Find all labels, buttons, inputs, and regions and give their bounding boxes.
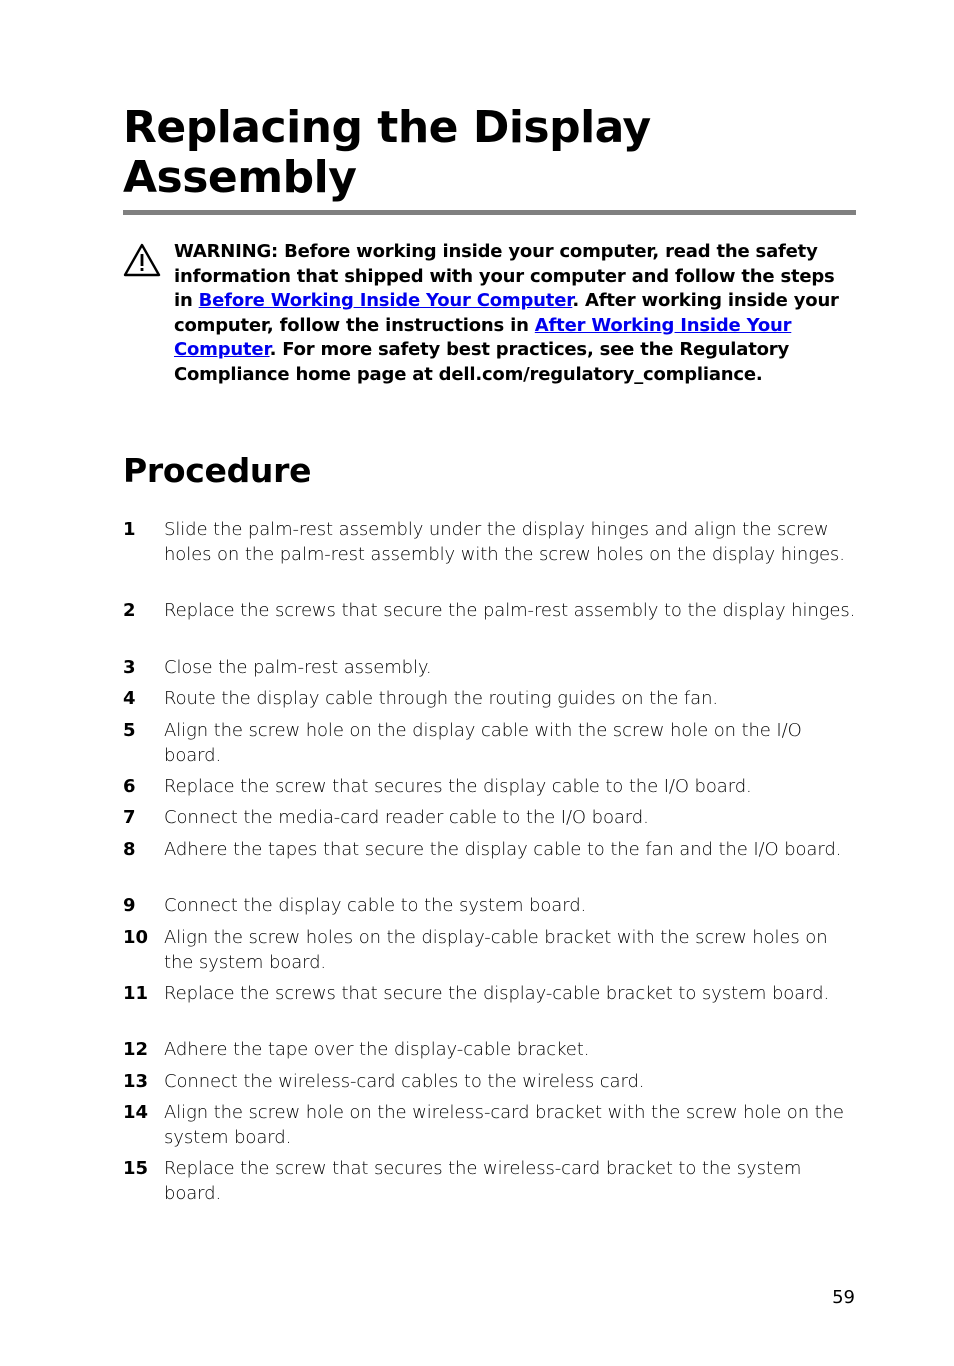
step-number: 14 bbox=[123, 1102, 149, 1123]
step-number: 2 bbox=[123, 600, 136, 621]
page-number: 59 bbox=[832, 1287, 855, 1308]
step-text: Connect the media-card reader cable to the I/O board. bbox=[164, 807, 649, 828]
procedure-heading: Procedure bbox=[123, 451, 312, 490]
step-number: 3 bbox=[123, 657, 136, 678]
step-number: 8 bbox=[123, 839, 136, 860]
step-text: Connect the display cable to the system board. bbox=[164, 895, 587, 916]
step-text: Replace the screw that secures the wireless-card bracket to the system board. bbox=[164, 1158, 802, 1204]
page-title-line-2: Assembly bbox=[123, 152, 357, 203]
warning-text-part-1: WARNING: Before working inside your computer, read the safety information that shipped with your computer and follow the steps in bbox=[174, 241, 835, 312]
warning-text-part-3: . For more safety best practices, see the Regulatory Compliance home page at dell.com/regulatory_compliance. bbox=[174, 339, 790, 385]
step-number: 11 bbox=[123, 983, 149, 1004]
step-text: Route the display cable through the routing guides on the fan. bbox=[164, 688, 719, 709]
step-text: Connect the wireless-card cables to the wireless card. bbox=[164, 1071, 645, 1092]
step-number: 6 bbox=[123, 776, 136, 797]
step-number: 9 bbox=[123, 895, 136, 916]
step-text: Align the screw hole on the wireless-card bracket with the screw hole on the system board. bbox=[164, 1102, 844, 1148]
step-number: 12 bbox=[123, 1039, 149, 1060]
step-number: 10 bbox=[123, 927, 149, 948]
step-number: 5 bbox=[123, 720, 136, 741]
step-text: Adhere the tape over the display-cable bracket. bbox=[164, 1039, 590, 1060]
step-text: Replace the screws that secure the display-cable bracket to system board. bbox=[164, 983, 830, 1004]
step-text: Close the palm-rest assembly. bbox=[164, 657, 432, 678]
step-number: 13 bbox=[123, 1071, 149, 1092]
warning-text-part-2: . After working inside your computer, follow the instructions in bbox=[174, 290, 839, 336]
step-number: 7 bbox=[123, 807, 136, 828]
step-number: 4 bbox=[123, 688, 136, 709]
page-title-line-1: Replacing the Display bbox=[123, 102, 651, 153]
step-text: Replace the screws that secure the palm-rest assembly to the display hinges. bbox=[164, 600, 856, 621]
step-text: Slide the palm-rest assembly under the display hinges and align the screw holes on the palm-rest assembly with the screw holes on the display hinges. bbox=[164, 519, 845, 565]
step-text: Align the screw hole on the display cable with the screw hole on the I/O board. bbox=[164, 720, 802, 766]
step-text: Replace the screw that secures the display cable to the I/O board. bbox=[164, 776, 752, 797]
before-working-link[interactable]: Before Working Inside Your Computer bbox=[198, 290, 573, 312]
step-number: 15 bbox=[123, 1158, 149, 1179]
step-text: Adhere the tapes that secure the display cable to the fan and the I/O board. bbox=[164, 839, 842, 860]
after-working-link[interactable]: After Working Inside Your Computer bbox=[174, 314, 792, 361]
step-number: 1 bbox=[123, 519, 136, 540]
step-text: Align the screw holes on the display-cable bracket with the screw holes on the system board. bbox=[164, 927, 828, 973]
